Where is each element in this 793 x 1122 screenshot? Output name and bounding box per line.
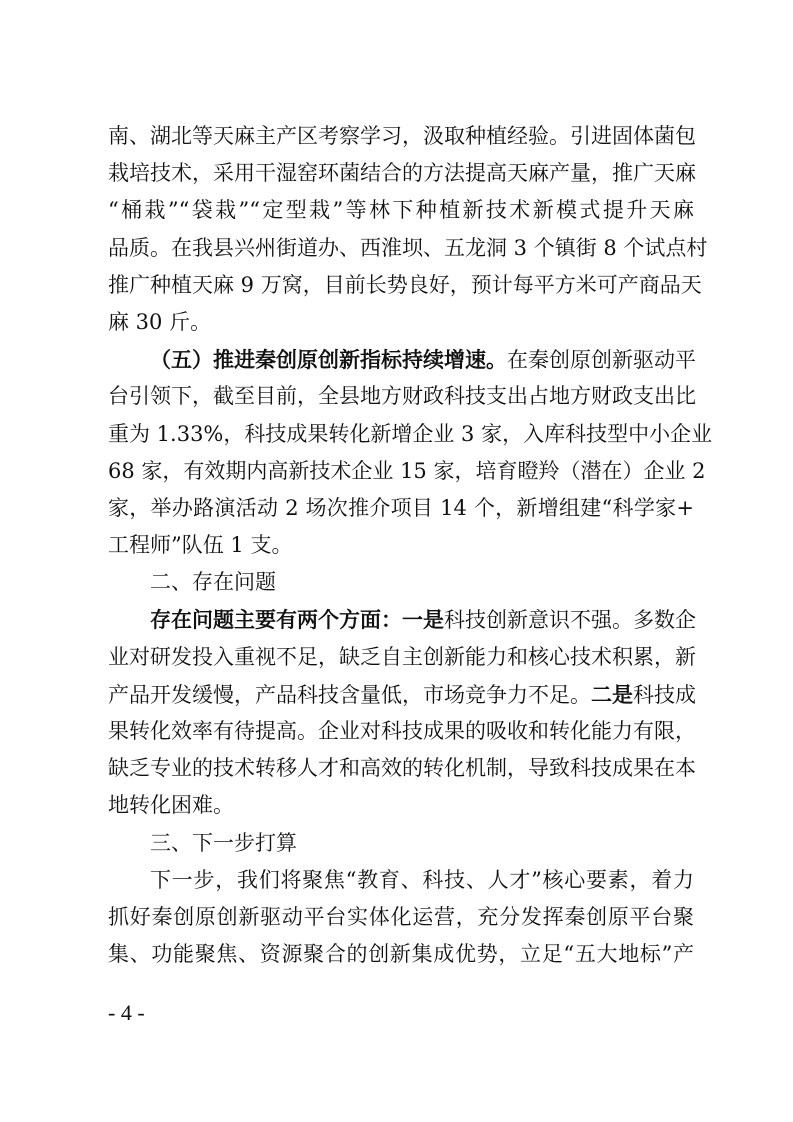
- text-segment: 68 家，有效期内高新技术企业 15 家，培育瞪羚（潜在）企业 2: [108, 458, 706, 483]
- text-segment: 三、下一步打算: [150, 830, 297, 855]
- text-line: [108, 713, 694, 750]
- text-line: [108, 341, 694, 378]
- text-line: [108, 453, 706, 490]
- text-segment: 家，举办路演活动 2 场次推介项目 14 个，新增组建“科学家+: [108, 495, 694, 520]
- text-segment: 缺乏专业的技术转移人才和高效的转化机制，导致科技成果在本: [108, 756, 696, 781]
- text-line: [108, 862, 694, 899]
- page-number: - 4 -: [108, 1000, 145, 1025]
- text-line: [108, 304, 694, 341]
- text-segment: “桶栽”“袋栽”“定型栽”等林下种植新技术新模式提升天麻: [108, 198, 694, 223]
- text-line: [108, 267, 702, 304]
- bold-text: 二是: [591, 681, 633, 707]
- text-segment: 抓好秦创原创新驱动平台实体化运营，充分发挥秦创原平台聚: [108, 904, 694, 929]
- text-segment: 下一步，我们将聚焦“教育、科技、人才”核心要素，着力: [150, 867, 694, 892]
- text-line: [108, 899, 694, 936]
- text-segment: 业对研发投入重视不足，缺乏自主创新能力和核心技术积累，新: [108, 644, 696, 669]
- text-line: [108, 639, 694, 676]
- text-segment: 集、功能聚焦、资源聚合的创新集成优势，立足“五大地标”产: [108, 942, 694, 967]
- text-segment: 二、存在问题: [150, 570, 276, 595]
- text-segment: 重为 1.33%，科技成果转化新增企业 3 家，入库科技型中小企业: [108, 421, 713, 446]
- text-segment: 科技成: [633, 682, 696, 707]
- section-heading: [108, 825, 694, 862]
- text-segment: 栽培技术，采用干湿窑环菌结合的方法提高天麻产量，推广天麻: [108, 161, 696, 186]
- text-line: [108, 676, 694, 713]
- bold-text: （五）推进秦创原创新指标持续增速。: [150, 347, 507, 373]
- text-line: [108, 601, 694, 638]
- text-segment: 产品开发缓慢，产品科技含量低，市场竞争力不足。: [108, 682, 591, 707]
- text-line: [108, 230, 708, 267]
- text-line: [108, 750, 694, 787]
- text-line: [108, 378, 694, 415]
- body-text: [108, 118, 713, 973]
- bold-text: 存在问题主要有两个方面：一是: [150, 607, 444, 633]
- text-segment: 台引领下，截至目前，全县地方财政科技支出占地方财政支出比: [108, 384, 696, 409]
- text-segment: 在秦创原创新驱动平: [507, 348, 696, 373]
- text-segment: 地转化困难。: [108, 793, 234, 818]
- text-segment: 工程师”队伍 1 支。: [108, 533, 293, 558]
- text-line: [108, 936, 694, 973]
- text-segment: 推广种植天麻 9 万窝，目前长势良好，预计每平方米可产商品天: [108, 272, 702, 297]
- text-line: [108, 192, 694, 229]
- text-line: [108, 118, 694, 155]
- text-segment: 南、湖北等天麻主产区考察学习，汲取种植经验。引进固体菌包: [108, 124, 696, 148]
- text-segment: 麻 30 斤。: [108, 309, 212, 334]
- text-segment: 品质。在我县兴州街道办、西淮坝、五龙洞 3 个镇街 8 个试点村: [108, 235, 708, 260]
- text-line: [108, 416, 713, 453]
- section-heading: [108, 564, 694, 601]
- text-line: [108, 527, 694, 564]
- text-segment: 科技创新意识不强。多数企: [444, 608, 696, 633]
- text-line: [108, 490, 694, 527]
- text-segment: 果转化效率有待提高。企业对科技成果的吸收和转化能力有限，: [108, 719, 696, 743]
- text-line: [108, 787, 694, 824]
- text-line: [108, 155, 694, 192]
